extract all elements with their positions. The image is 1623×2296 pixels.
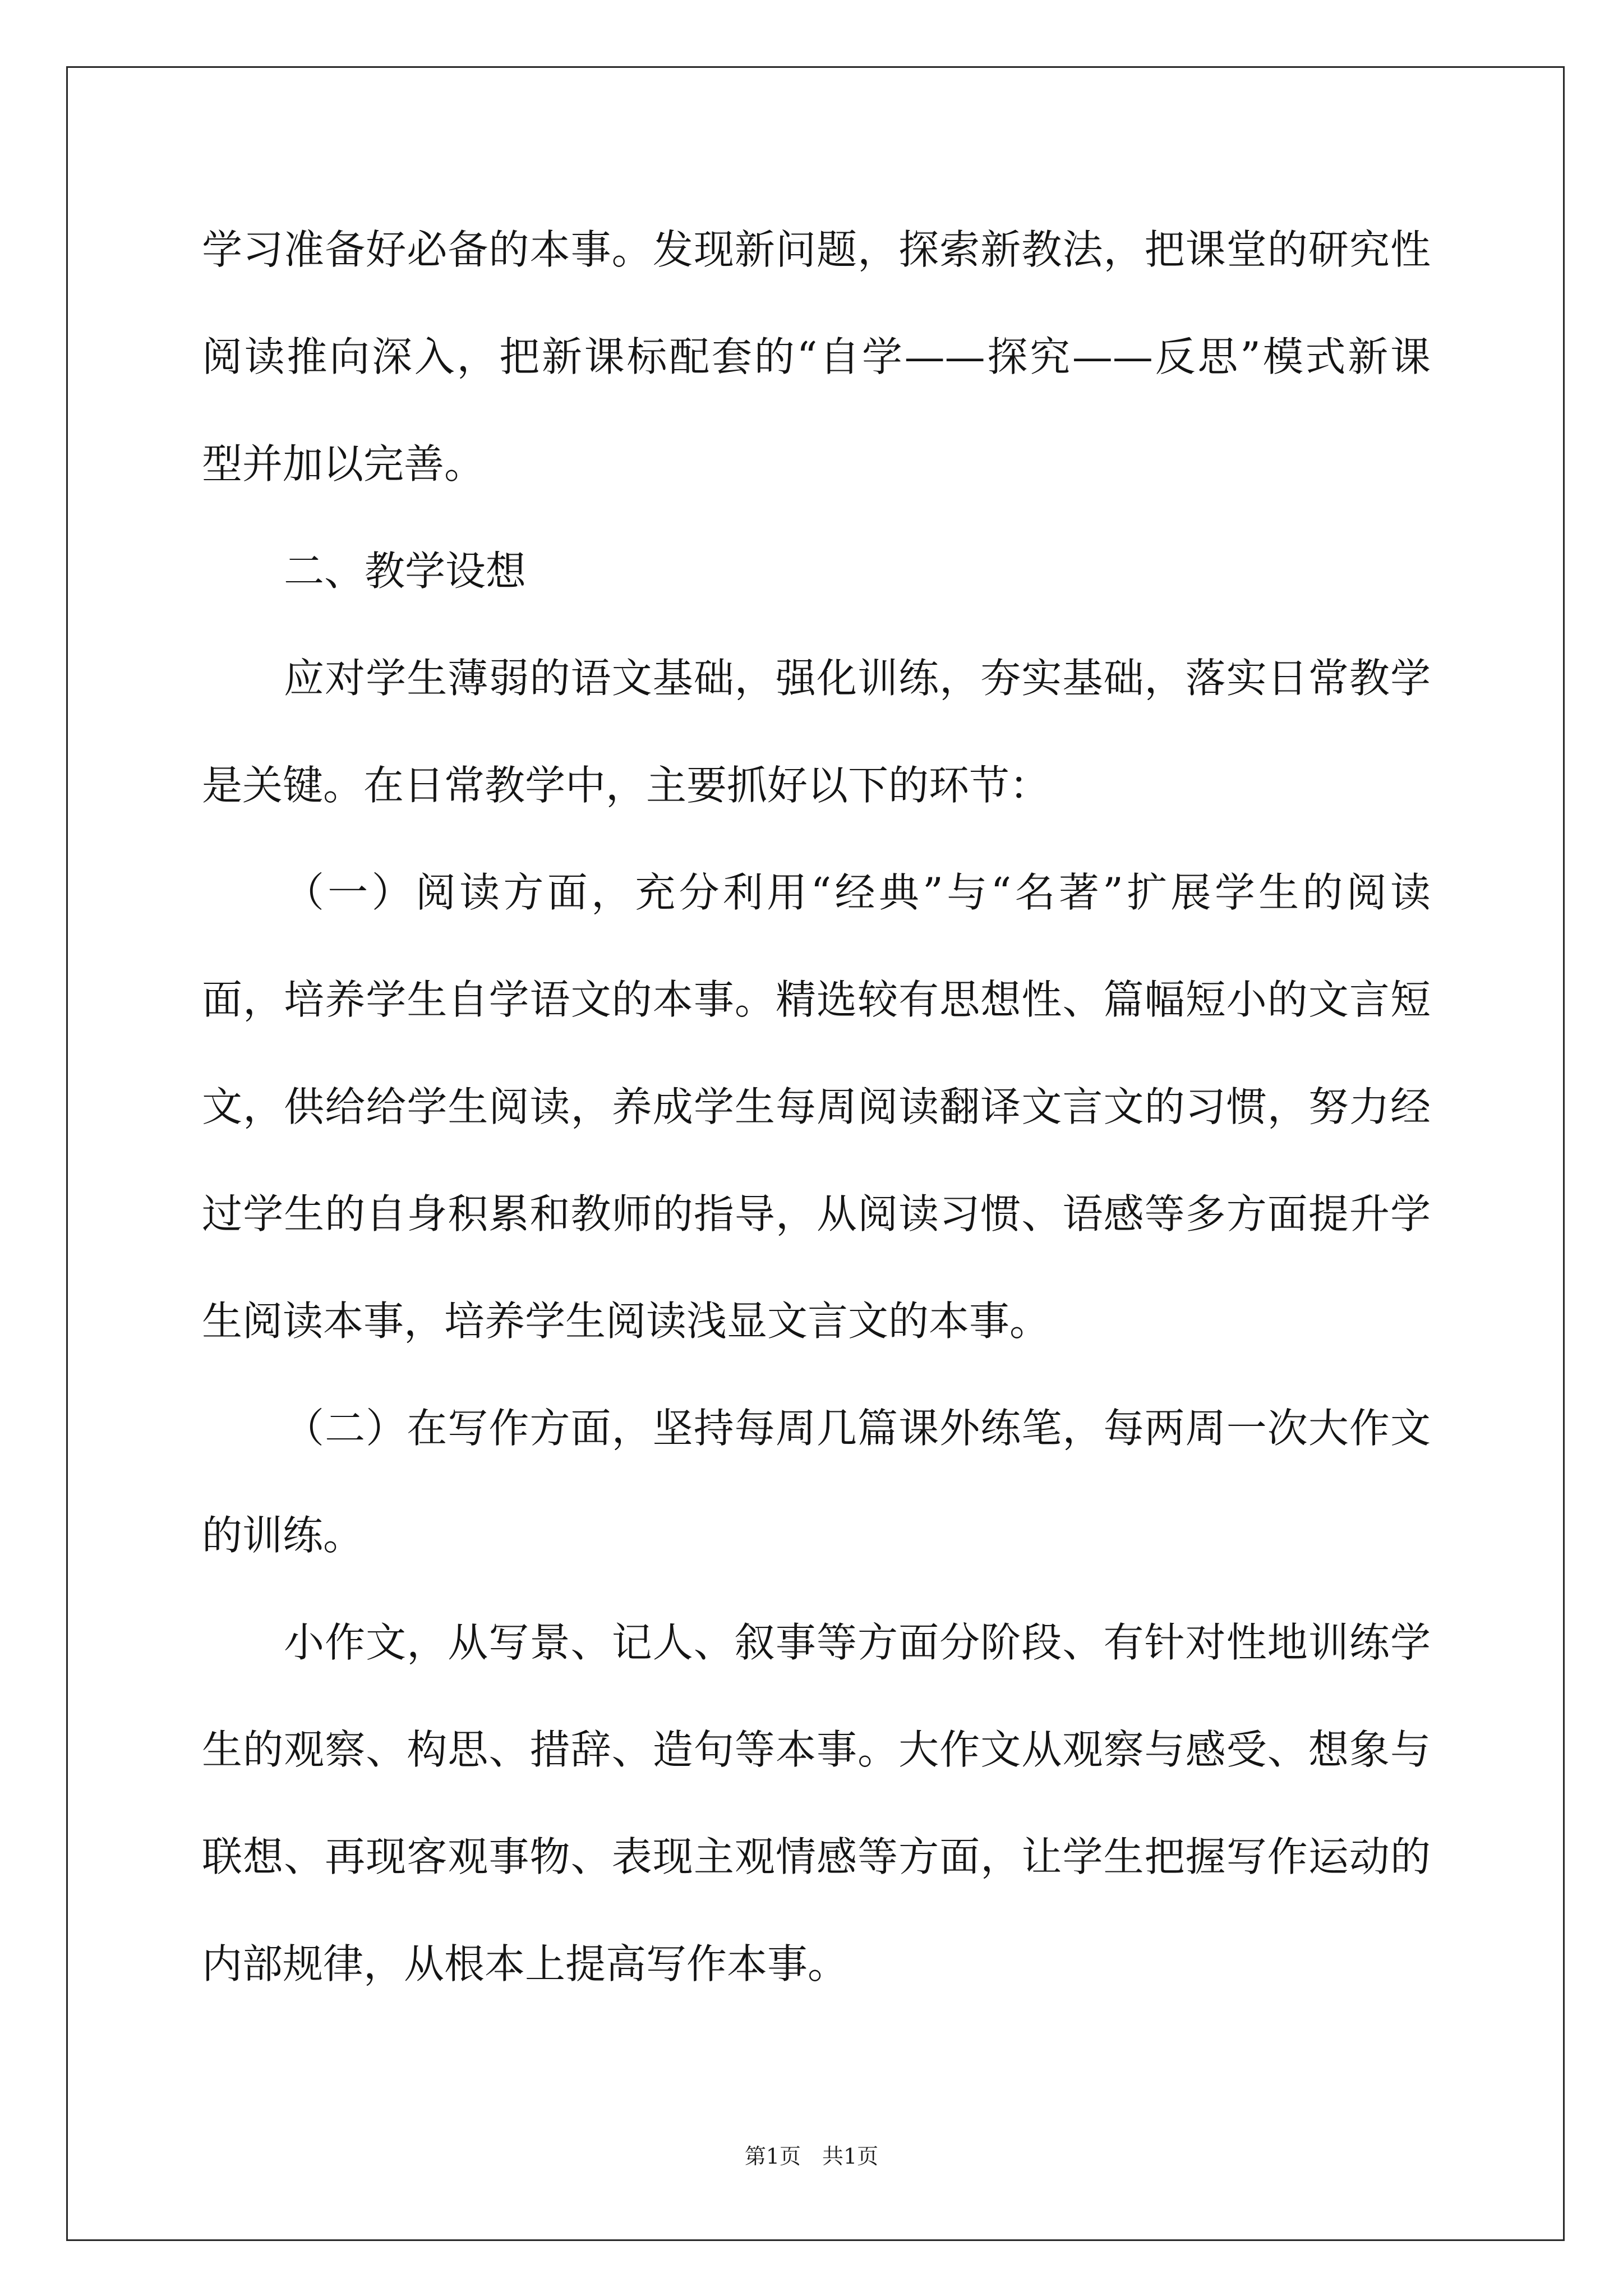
paragraph-line: 生的观察、构思、措辞、造句等本事。大作文从观察与感受、想象与	[202, 1726, 1431, 1773]
paragraph-line: 面，培养学生自学语文的本事。精选较有思想性、篇幅短小的文言短	[202, 976, 1431, 1023]
paragraph-line: 过学生的自身积累和教师的指导，从阅读习惯、语感等多方面提升学	[202, 1190, 1431, 1237]
paragraph	[202, 625, 1431, 839]
paragraph-line: 学习准备好必备的本事。发现新问题，探索新教法，把课堂的研究性	[202, 226, 1431, 273]
section-heading-text: 二、教学设想	[284, 547, 527, 595]
page-number-footer: 第1页 共1页	[744, 2144, 879, 2169]
paragraph	[202, 1589, 1431, 2018]
paragraph-line: 内部规律，从根本上提高写作本事。	[202, 1940, 849, 1987]
paragraph	[202, 1375, 1431, 1589]
section-heading	[202, 518, 1431, 625]
paragraph	[202, 839, 1431, 1375]
document-body	[202, 196, 1431, 2018]
paragraph-line: 生阅读本事，培养学生阅读浅显文言文的本事。	[202, 1297, 1050, 1345]
paragraph-line: 联想、再现客观事物、表现主观情感等方面，让学生把握写作运动的	[202, 1833, 1431, 1880]
paragraph-line: 文，供给给学生阅读，养成学生每周阅读翻译文言文的习惯，努力经	[202, 1083, 1431, 1130]
paragraph-line: （一）阅读方面，充分利用“经典”与“名著”扩展学生的阅读	[284, 869, 1431, 916]
paragraph	[202, 196, 1431, 518]
paragraph-line: 的训练。	[202, 1512, 364, 1559]
paragraph-line: 应对学生薄弱的语文基础，强化训练，夯实基础，落实日常教学	[284, 655, 1431, 702]
paragraph-line: 是关键。在日常教学中，主要抓好以下的环节：	[202, 762, 1050, 809]
paragraph-line: 小作文，从写景、记人、叙事等方面分阶段、有针对性地训练学	[284, 1619, 1431, 1666]
paragraph-line: 型并加以完善。	[202, 440, 485, 487]
paragraph-line: 阅读推向深入，把新课标配套的“自学——探究——反思”模式新课	[202, 333, 1431, 380]
paragraph-line: （二）在写作方面，坚持每周几篇课外练笔，每两周一次大作文	[284, 1405, 1431, 1452]
